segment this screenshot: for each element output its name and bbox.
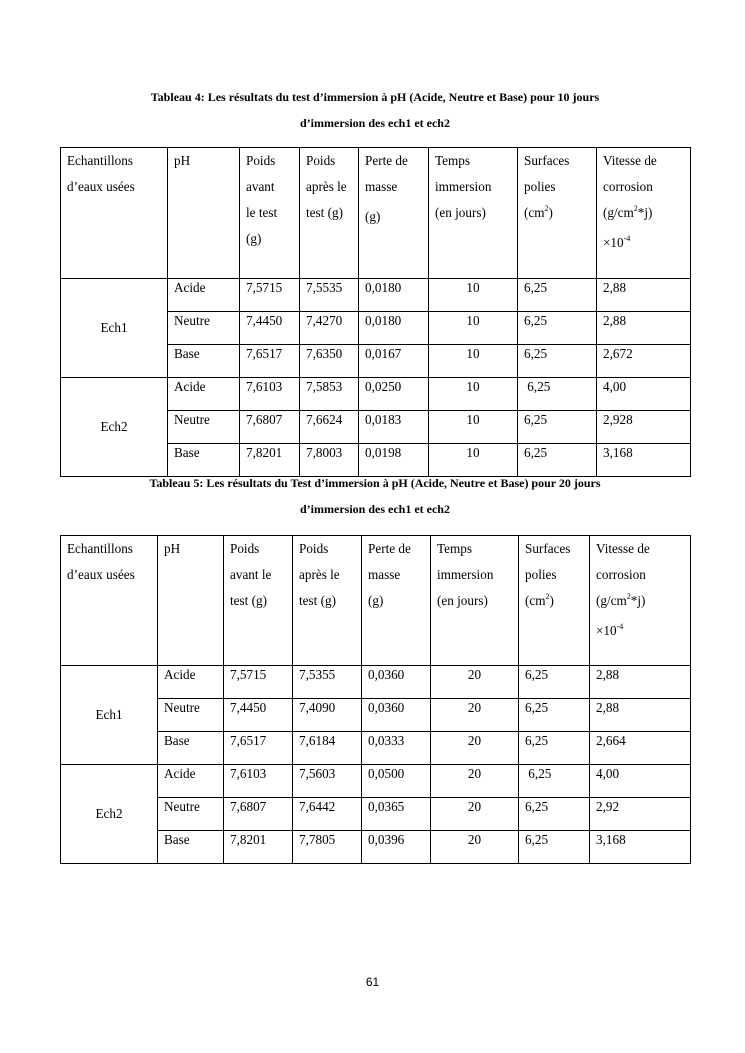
cell-perte: 0,0167 [359,345,429,378]
cell-vitesse: 2,92 [590,798,691,831]
cell-vitesse: 4,00 [590,765,691,798]
cell-poids-avant: 7,4450 [240,312,300,345]
cell-temps: 10 [429,279,518,312]
cell-temps: 20 [431,732,519,765]
sample-name: Ech1 [61,279,168,378]
cell-perte: 0,0198 [359,444,429,477]
table4-caption [60,84,690,136]
table5-caption-line2: d’immersion des ech1 et ech2 [300,502,450,516]
cell-perte: 0,0183 [359,411,429,444]
cell-surface: 6,25 [518,279,597,312]
cell-surface: 6,25 [518,378,597,411]
cell-poids-avant: 7,8201 [240,444,300,477]
header-echantillons: Echantillons d’eaux usées [61,536,158,666]
table-row [61,378,691,411]
cell-ph: Acide [168,279,240,312]
table5-caption [60,470,690,522]
cell-poids-avant: 7,6807 [224,798,293,831]
cell-surface: 6,25 [518,312,597,345]
cell-perte: 0,0250 [359,378,429,411]
table5 [60,535,691,864]
cell-poids-avant: 7,6103 [224,765,293,798]
cell-poids-apres: 7,6442 [293,798,362,831]
header-echantillons: Echantillons d’eaux usées [61,148,168,279]
cell-surface: 6,25 [518,444,597,477]
cell-vitesse: 2,88 [597,312,691,345]
cell-poids-apres: 7,5355 [293,666,362,699]
table-row [61,666,691,699]
cell-temps: 10 [429,345,518,378]
cell-perte: 0,0180 [359,279,429,312]
sample-name: Ech2 [61,378,168,477]
cell-vitesse: 2,88 [590,699,691,732]
cell-ph: Neutre [168,312,240,345]
cell-vitesse: 2,88 [590,666,691,699]
cell-surface: 6,25 [518,345,597,378]
cell-poids-apres: 7,4270 [300,312,359,345]
cell-ph: Neutre [168,411,240,444]
cell-surface: 6,25 [519,666,590,699]
table4-header-row [61,148,691,279]
cell-temps: 20 [431,798,519,831]
cell-poids-apres: 7,8003 [300,444,359,477]
cell-vitesse: 3,168 [597,444,691,477]
cell-temps: 10 [429,378,518,411]
cell-surface: 6,25 [519,765,590,798]
header-perte-masse: Perte de masse (g) [359,148,429,279]
cell-ph: Acide [158,765,224,798]
cell-temps: 20 [431,699,519,732]
cell-ph: Base [158,831,224,864]
cell-poids-avant: 7,8201 [224,831,293,864]
page-number: 61 [365,975,380,989]
table4-caption-line1: Tableau 4: Les résultats du test d’immersion à pH (Acide, Neutre et Base) pour 10 jours [150,90,600,104]
cell-perte: 0,0360 [362,699,431,732]
cell-poids-avant: 7,4450 [224,699,293,732]
cell-poids-avant: 7,6517 [240,345,300,378]
cell-ph: Neutre [158,798,224,831]
cell-perte: 0,0180 [359,312,429,345]
cell-surface: 6,25 [519,798,590,831]
header-ph: pH [168,148,240,279]
header-vitesse: Vitesse de corrosion $(g/cm^2*j)$ $\times 10^{-4}$ [590,536,691,666]
cell-temps: 10 [429,444,518,477]
cell-poids-apres: 7,6350 [300,345,359,378]
sample-name: Ech1 [61,666,158,765]
header-temps: Temps immersion (en jours) [429,148,518,279]
cell-temps: 20 [431,666,519,699]
cell-temps: 20 [431,765,519,798]
cell-perte: 0,0360 [362,666,431,699]
cell-vitesse: 2,664 [590,732,691,765]
cell-poids-apres: 7,4090 [293,699,362,732]
cell-ph: Base [168,345,240,378]
sample-name: Ech2 [61,765,158,864]
header-surfaces: Surfaces polies $(cm^2)$ [519,536,590,666]
cell-vitesse: 2,672 [597,345,691,378]
cell-perte: 0,0365 [362,798,431,831]
cell-vitesse: 2,928 [597,411,691,444]
cell-poids-apres: 7,5535 [300,279,359,312]
header-surfaces: Surfaces polies $(cm^2)$ [518,148,597,279]
header-poids-apres: Poids après le test (g) [300,148,359,279]
cell-ph: Base [168,444,240,477]
cell-poids-avant: 7,5715 [224,666,293,699]
cell-ph: Acide [168,378,240,411]
cell-ph: Neutre [158,699,224,732]
cell-vitesse: 4,00 [597,378,691,411]
cell-vitesse: 2,88 [597,279,691,312]
cell-vitesse: 3,168 [590,831,691,864]
cell-poids-apres: 7,6184 [293,732,362,765]
cell-surface: 6,25 [519,699,590,732]
cell-perte: 0,0396 [362,831,431,864]
table4-caption-line2: d’immersion des ech1 et ech2 [300,116,450,130]
header-vitesse: Vitesse de corrosion $(g/cm^2*j)$ $\times 10^{-4}$ [597,148,691,279]
header-poids-avant: Poids avant le test (g) [224,536,293,666]
cell-poids-avant: 7,6517 [224,732,293,765]
cell-surface: 6,25 [519,831,590,864]
cell-surface: 6,25 [519,732,590,765]
cell-ph: Base [158,732,224,765]
header-temps: Temps immersion (en jours) [431,536,519,666]
cell-poids-avant: 7,6807 [240,411,300,444]
cell-temps: 10 [429,411,518,444]
cell-surface: 6,25 [518,411,597,444]
table-row [61,279,691,312]
cell-perte: 0,0500 [362,765,431,798]
cell-perte: 0,0333 [362,732,431,765]
cell-temps: 10 [429,312,518,345]
cell-poids-apres: 7,5853 [300,378,359,411]
cell-poids-avant: 7,5715 [240,279,300,312]
table5-header-row [61,536,691,666]
cell-ph: Acide [158,666,224,699]
table4 [60,147,691,477]
cell-poids-apres: 7,7805 [293,831,362,864]
header-poids-apres: Poids après le test (g) [293,536,362,666]
header-ph: pH [158,536,224,666]
table-row [61,765,691,798]
table5-caption-line1: Tableau 5: Les résultats du Test d’immersion à pH (Acide, Neutre et Base) pour 20 jours [149,476,601,490]
cell-poids-avant: 7,6103 [240,378,300,411]
cell-poids-apres: 7,5603 [293,765,362,798]
cell-poids-apres: 7,6624 [300,411,359,444]
header-perte-masse: Perte de masse (g) [362,536,431,666]
cell-temps: 20 [431,831,519,864]
header-poids-avant: Poids avant le test (g) [240,148,300,279]
